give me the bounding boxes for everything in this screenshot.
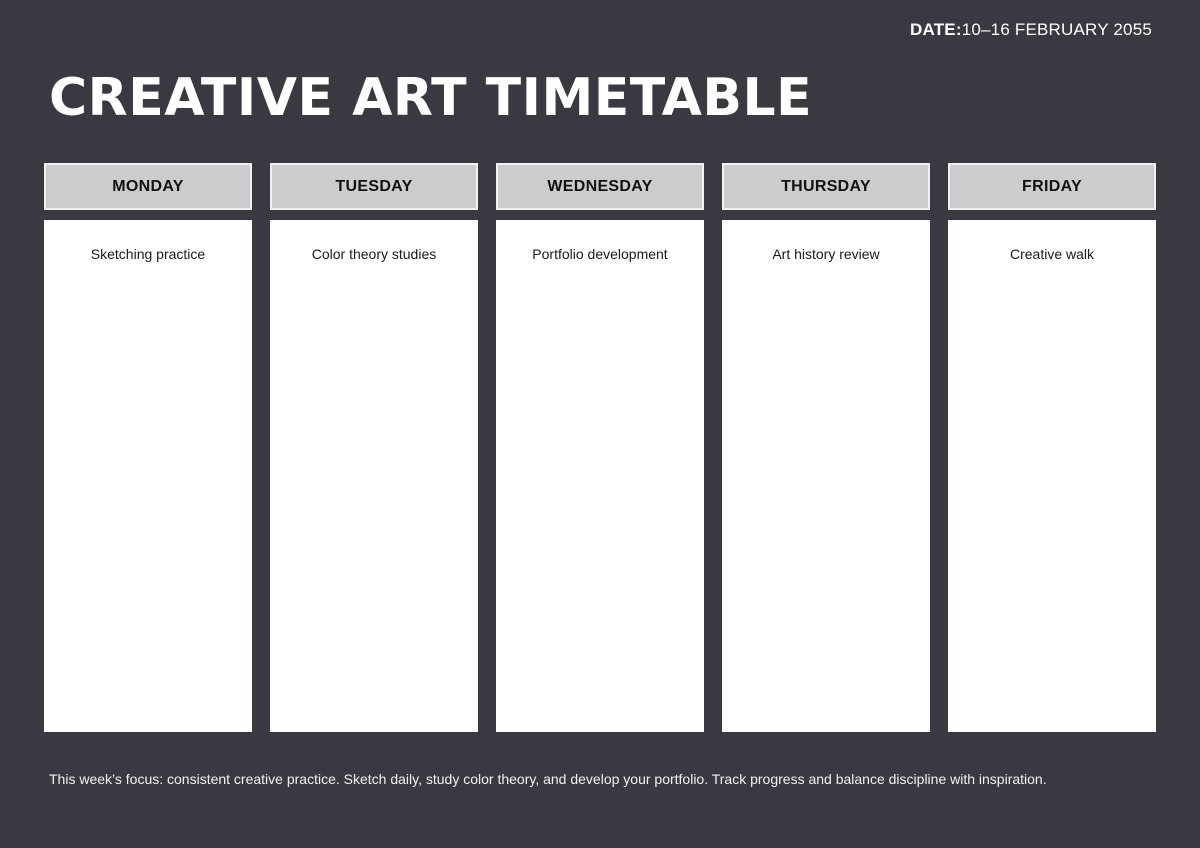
day-column-tuesday — [270, 163, 478, 732]
date-label: DATE: — [910, 20, 962, 39]
weekly-focus-note: This week’s focus: consistent creative practice. Sketch daily, study color theory, and develop your portfolio. Track progress and balance discipline with inspiration. — [49, 771, 1047, 787]
day-header: FRIDAY — [948, 163, 1156, 210]
day-activity: Creative walk — [948, 220, 1156, 732]
day-activity: Sketching practice — [44, 220, 252, 732]
day-column-wednesday — [496, 163, 704, 732]
date-value: 10–16 FEBRUARY 2055 — [961, 20, 1152, 39]
day-header: THURSDAY — [722, 163, 930, 210]
date-range — [910, 20, 1152, 40]
day-column-friday — [948, 163, 1156, 732]
day-activity: Portfolio development — [496, 220, 704, 732]
day-activity: Art history review — [722, 220, 930, 732]
day-header: MONDAY — [44, 163, 252, 210]
timetable — [44, 163, 1156, 732]
day-column-monday — [44, 163, 252, 732]
day-activity: Color theory studies — [270, 220, 478, 732]
day-column-thursday — [722, 163, 930, 732]
page-title: CREATIVE ART TIMETABLE — [49, 68, 813, 128]
day-header: WEDNESDAY — [496, 163, 704, 210]
day-header: TUESDAY — [270, 163, 478, 210]
